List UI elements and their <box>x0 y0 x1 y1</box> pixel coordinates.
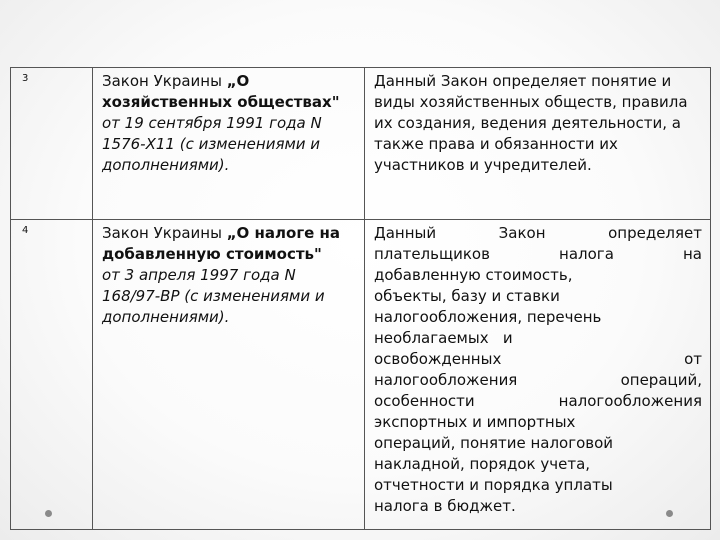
law-details: от 19 сентября 1991 года N 1576-Х11 (с изменениями и дополнениями). <box>102 114 322 174</box>
description-line: освобожденных от <box>374 350 702 368</box>
description-cell <box>365 220 711 530</box>
row-number: 4 <box>22 225 29 236</box>
description-line: необлагаемых и <box>374 329 513 347</box>
law-description <box>365 220 710 517</box>
decorative-dot-right <box>666 510 673 517</box>
description-line: накладной, порядок учета, <box>374 455 591 473</box>
description-line: объекты, базу и ставки <box>374 287 560 305</box>
row-number-cell <box>11 68 93 220</box>
row-number: 3 <box>22 73 29 84</box>
description-line: налогообложения операций, <box>374 371 702 389</box>
description-line: экспортных и импортных <box>374 413 576 431</box>
law-title: „О хозяйственных обществах" <box>102 72 340 111</box>
description-line: налогообложения, перечень <box>374 308 602 326</box>
description-line: плательщиков налога на <box>374 245 702 263</box>
description-line: операций, понятие налоговой <box>374 434 614 452</box>
decorative-dot-left <box>45 510 52 517</box>
description-line: отчетности и порядка уплаты <box>374 476 613 494</box>
row-number-cell <box>11 220 93 530</box>
law-cell <box>93 220 365 530</box>
law-prefix: Закон Украины <box>102 72 227 90</box>
description-line: добавленную стоимость, <box>374 266 573 284</box>
description-line: особенности налогообложения <box>374 392 702 410</box>
law-prefix: Закон Украины <box>102 224 227 242</box>
table-row <box>11 68 711 220</box>
law-title: „О налоге на добавленную стоимость" <box>102 224 341 263</box>
table-row <box>11 220 711 530</box>
description-line: налога в бюджет. <box>374 497 516 515</box>
description-line: Данный Закон определяет <box>374 224 702 242</box>
description-cell <box>365 68 711 220</box>
law-description: Данный Закон определяет понятие и виды хозяйственных обществ, правила их создания, ведения деятельности, а также права и обязанности их участников и учредителей. <box>374 72 688 174</box>
laws-table <box>10 67 711 530</box>
law-details: от 3 апреля 1997 года N 168/97-ВР (с изменениями и дополнениями). <box>102 266 325 326</box>
law-cell <box>93 68 365 220</box>
